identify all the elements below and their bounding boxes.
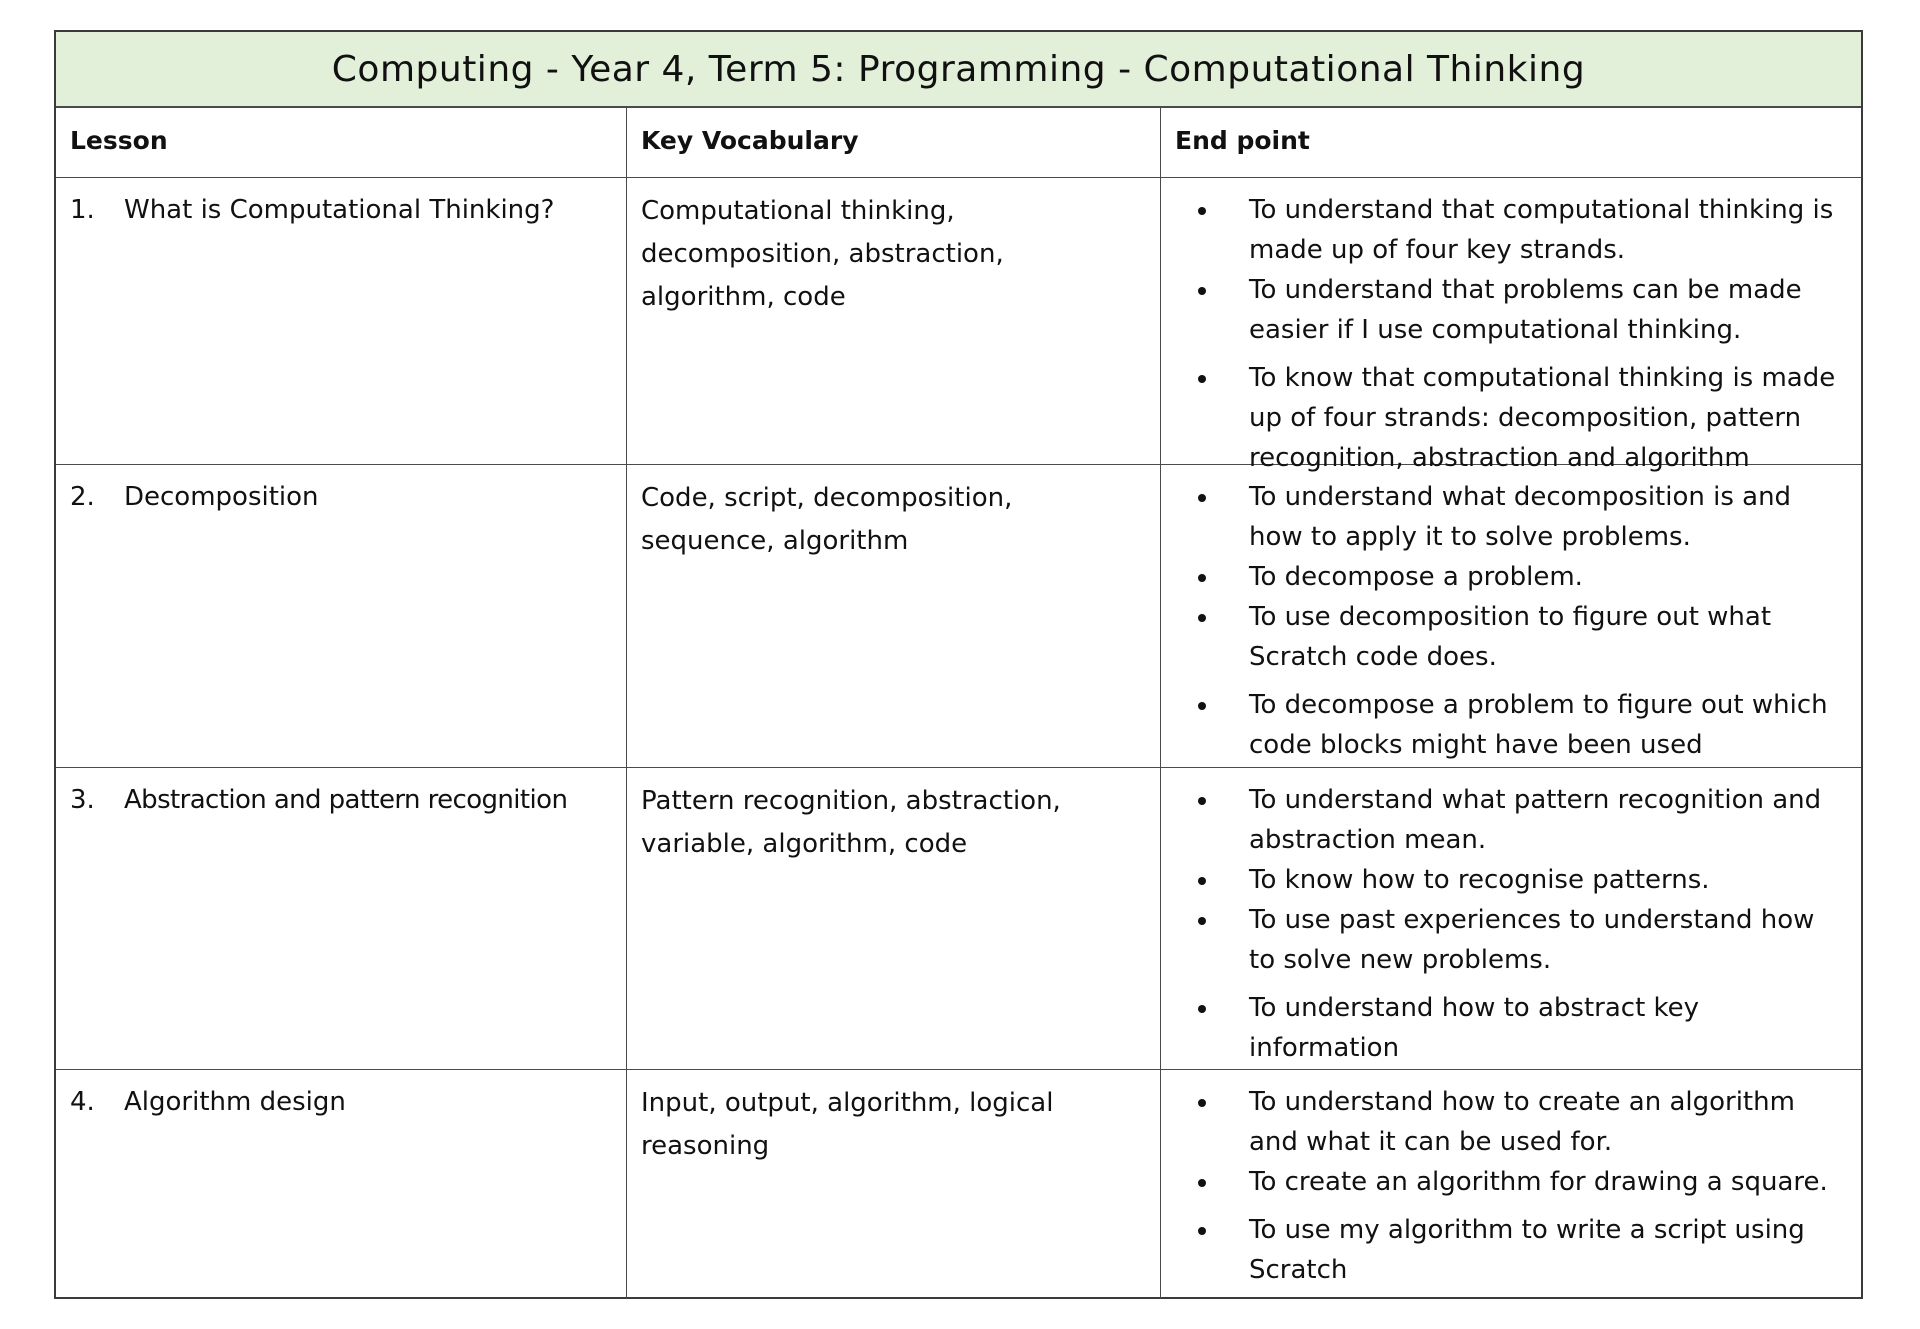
end-point-item: To understand how to create an algorithm and what it can be used for. xyxy=(1175,1082,1847,1162)
lesson-number: 4. xyxy=(70,1087,95,1117)
vocabulary-text: Input, output, algorithm, logical reasoning xyxy=(641,1088,1054,1161)
vocabulary-text: Computational thinking, decomposition, abstraction, algorithm, code xyxy=(641,196,1004,312)
title-row xyxy=(56,32,1861,108)
end-point-cell xyxy=(1160,768,1861,1069)
end-point-item: To understand what pattern recognition and abstraction mean. xyxy=(1175,780,1847,860)
bullet-icon xyxy=(1198,702,1206,710)
end-point-item: To use decomposition to figure out what Scratch code does. xyxy=(1175,597,1847,677)
bullet-icon xyxy=(1198,207,1206,215)
document-title: Computing - Year 4, Term 5: Programming - Computational Thinking xyxy=(331,48,1586,90)
bullet-icon xyxy=(1198,1005,1206,1013)
end-point-item: To decompose a problem to figure out which code blocks might have been used xyxy=(1175,685,1847,765)
bullet-icon xyxy=(1198,917,1206,925)
curriculum-table xyxy=(54,30,1863,1299)
bullet-icon xyxy=(1198,287,1206,295)
end-point-cell xyxy=(1160,1070,1861,1299)
lesson-title: Abstraction and pattern recognition xyxy=(124,785,568,815)
end-point-list xyxy=(1175,477,1847,765)
bullet-icon xyxy=(1198,1099,1206,1107)
vocabulary-cell xyxy=(626,178,1160,464)
end-point-item: To understand how to abstract key information xyxy=(1175,988,1847,1068)
bullet-icon xyxy=(1198,797,1206,805)
lesson-title: What is Computational Thinking? xyxy=(124,195,555,225)
end-point-list xyxy=(1175,780,1847,1068)
table-row xyxy=(56,178,1861,473)
end-point-list xyxy=(1175,190,1847,478)
end-point-cell xyxy=(1160,178,1861,473)
lesson-title: Algorithm design xyxy=(124,1087,346,1117)
lesson-cell xyxy=(56,1070,626,1299)
bullet-icon xyxy=(1198,494,1206,502)
vocabulary-cell xyxy=(626,768,1160,1069)
table-row xyxy=(56,768,1861,1070)
end-point-item: To understand that computational thinking is made up of four key strands. xyxy=(1175,190,1847,270)
end-point-item: To use past experiences to understand how to solve new problems. xyxy=(1175,900,1847,980)
end-point-item: To know how to recognise patterns. xyxy=(1175,860,1847,900)
vocabulary-cell xyxy=(626,1070,1160,1299)
end-point-item: To understand that problems can be made easier if I use computational thinking. xyxy=(1175,270,1847,350)
lesson-cell xyxy=(56,178,626,464)
lesson-number: 2. xyxy=(70,482,95,512)
lesson-cell xyxy=(56,768,626,1069)
vocabulary-cell xyxy=(626,465,1160,767)
end-point-item: To use my algorithm to write a script using Scratch xyxy=(1175,1210,1847,1290)
lesson-cell xyxy=(56,465,626,767)
end-point-list xyxy=(1175,1082,1847,1290)
column-header-lesson: Lesson xyxy=(70,126,168,155)
lesson-number: 3. xyxy=(70,785,95,815)
vocabulary-text: Code, script, decomposition, sequence, algorithm xyxy=(641,483,1013,556)
end-point-cell xyxy=(1160,465,1861,767)
column-header-end-point: End point xyxy=(1160,108,1861,177)
vocabulary-text: Pattern recognition, abstraction, variable, algorithm, code xyxy=(641,786,1061,859)
bullet-icon xyxy=(1198,877,1206,885)
lesson-number: 1. xyxy=(70,195,95,225)
end-point-item: To create an algorithm for drawing a square. xyxy=(1175,1162,1847,1202)
bullet-icon xyxy=(1198,1179,1206,1187)
lesson-title: Decomposition xyxy=(124,482,319,512)
end-point-item: To decompose a problem. xyxy=(1175,557,1847,597)
table-row xyxy=(56,465,1861,768)
end-point-item: To know that computational thinking is made up of four strands: decomposition, pattern recognition, abstraction and algorithm xyxy=(1175,358,1847,478)
header-row xyxy=(56,108,1861,178)
table-row xyxy=(56,1070,1861,1299)
bullet-icon xyxy=(1198,574,1206,582)
bullet-icon xyxy=(1198,614,1206,622)
bullet-icon xyxy=(1198,1227,1206,1235)
bullet-icon xyxy=(1198,375,1206,383)
end-point-item: To understand what decomposition is and how to apply it to solve problems. xyxy=(1175,477,1847,557)
column-header-key-vocabulary: Key Vocabulary xyxy=(626,108,1160,177)
